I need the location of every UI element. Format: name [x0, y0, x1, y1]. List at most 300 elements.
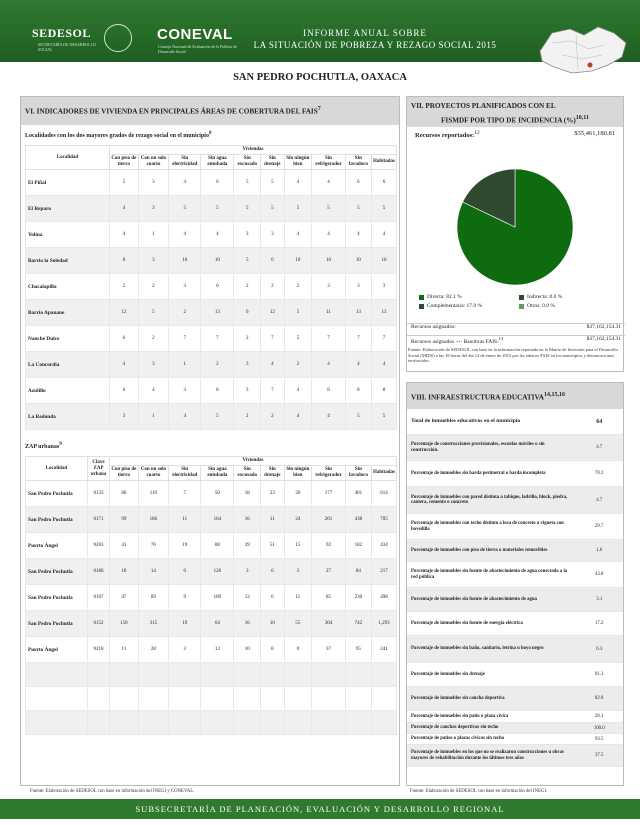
infra-label: Porcentaje de construcciones provisionales, escuelas móviles o sin construcción. — [411, 442, 545, 453]
table-cell: 2 — [261, 404, 284, 430]
table-cell: 241 — [371, 637, 396, 663]
table-row — [26, 170, 397, 196]
table-cell: 89 — [138, 585, 168, 611]
table-cell: 3 — [110, 404, 139, 430]
infra-row — [407, 540, 623, 562]
infra-row — [407, 687, 623, 711]
infra-value: 82.8 — [595, 696, 604, 701]
table-cell: 2 — [234, 326, 261, 352]
table-cell: 1 — [138, 222, 168, 248]
table-cell: 3 — [169, 274, 201, 300]
infra-label: Porcentaje de inmuebles sin fuente de energía eléctrica — [411, 620, 523, 626]
table-cell — [110, 711, 139, 735]
localidad-name: San Pedro Pochutla — [26, 611, 88, 637]
localidades-table — [25, 145, 397, 430]
table-cell: 1,293 — [371, 611, 396, 637]
table-cell: 13 — [371, 300, 396, 326]
table-cell: 13 — [201, 637, 234, 663]
table-row — [26, 507, 397, 533]
table-row — [26, 196, 397, 222]
infra-row — [407, 461, 623, 487]
table-cell: 1 — [169, 352, 201, 378]
infra-label: Porcentaje de inmuebles con techo distinto a losa de concreto o vigueta con bovedilla — [411, 521, 564, 532]
table-cell: 4 — [312, 352, 346, 378]
coneval-logo: CONEVAL — [157, 26, 233, 43]
table-cell: 4 — [261, 352, 284, 378]
pie-legend — [419, 294, 619, 312]
table-cell: 95 — [345, 637, 371, 663]
table-cell: 7 — [312, 326, 346, 352]
table-cell: 13 — [345, 300, 371, 326]
table-cell — [312, 711, 346, 735]
table-cell — [26, 663, 88, 687]
table-cell: 15 — [284, 533, 312, 559]
col-header: Sin ningún bien — [284, 466, 312, 481]
table-cell — [371, 711, 396, 735]
table-cell: 3 — [234, 559, 261, 585]
col-header: Sin excusado — [234, 155, 261, 170]
table-cell: 164 — [201, 507, 234, 533]
infra-value: 4.7 — [596, 497, 603, 503]
localidad-name: Azulillo — [26, 378, 110, 404]
table-cell: 18 — [110, 559, 139, 585]
table-cell — [234, 711, 261, 735]
col-header: Sin agua entubada — [201, 466, 234, 481]
col-header: Sin electricidad — [169, 466, 201, 481]
table-cell: 16 — [234, 507, 261, 533]
table-cell: 5 — [261, 170, 284, 196]
infra-row — [407, 734, 623, 745]
table-cell: 2 — [169, 300, 201, 326]
infra-row — [407, 711, 623, 723]
legend-swatch — [519, 304, 524, 309]
table-cell: 5 — [201, 404, 234, 430]
col-header: Sin excusado — [234, 466, 261, 481]
table-cell: 4 — [169, 404, 201, 430]
col-header: Sin lavadora — [345, 466, 371, 481]
table-cell: 8 — [312, 378, 346, 404]
infra-value: 17.2 — [595, 621, 604, 626]
table-cell: 8 — [261, 637, 284, 663]
education-infrastructure-panel — [406, 382, 624, 786]
table-cell: 9 — [169, 585, 201, 611]
table-cell: 10 — [284, 248, 312, 274]
table-cell: 20 — [284, 481, 312, 507]
left-source-note: Fuente: Elaboración de SEDESOL con base en información del INEGI y CONEVAL. — [30, 789, 195, 794]
localidad-name: San Pedro Pochutla — [26, 585, 88, 611]
table-cell: 304 — [312, 611, 346, 637]
col-header: Con un solo cuarto — [138, 466, 168, 481]
table-cell — [88, 663, 110, 687]
legend-label: Complementaria: 17.9 % — [427, 303, 483, 309]
localidad-name: Barrio Apanane — [26, 300, 110, 326]
table-cell: 3 — [234, 378, 261, 404]
table-cell: 5 — [371, 196, 396, 222]
table-row — [26, 585, 397, 611]
infra-label: Porcentaje de patios o plazas cívicas sin techo — [411, 736, 505, 742]
table-cell: 5 — [110, 170, 139, 196]
col-header: Habitadas — [371, 155, 396, 170]
table-cell: 705 — [371, 507, 396, 533]
table-cell: 3 — [169, 637, 201, 663]
infra-label: Porcentaje de inmuebles sin cancha deportiva — [411, 695, 505, 701]
table-cell: 186 — [138, 507, 168, 533]
infra-value: 64 — [596, 418, 603, 425]
col-header: Sin drenaje — [261, 466, 284, 481]
table-cell: 92 — [312, 533, 346, 559]
infra-value: 6.3 — [596, 646, 603, 652]
table-cell: 201 — [312, 507, 346, 533]
table-cell: 3 — [234, 352, 261, 378]
table-cell: 1 — [138, 404, 168, 430]
table-cell: 80 — [110, 481, 139, 507]
zap-table — [25, 456, 397, 735]
table-cell: 4 — [110, 222, 139, 248]
infra-label: Total de inmuebles educativos en el municipio — [411, 417, 521, 424]
table-cell: 2 — [261, 274, 284, 300]
table-cell — [345, 687, 371, 711]
table-cell: 84 — [345, 559, 371, 585]
infra-label: Porcentaje de inmuebles sin patio o plaza cívica — [411, 713, 509, 719]
table-cell: 7 — [169, 326, 201, 352]
table-cell: 6 — [345, 170, 371, 196]
table-cell: 10 — [234, 637, 261, 663]
table-cell: 6 — [201, 170, 234, 196]
recursos-reportados-value: $35,461,180.81 — [574, 130, 615, 137]
table-cell — [201, 663, 234, 687]
table-cell: 2 — [138, 274, 168, 300]
recursos-asignados-row: Recursos asignados: $37,162,154.31 — [407, 323, 625, 330]
table-cell — [312, 687, 346, 711]
table-cell: 2 — [284, 352, 312, 378]
housing-indicators-panel — [20, 96, 400, 786]
table-cell: 2 — [138, 326, 168, 352]
table-cell: 19 — [169, 611, 201, 637]
table-cell: 10 — [169, 248, 201, 274]
table-cell: 27 — [312, 559, 346, 585]
localidad-name: Chacalapilla — [26, 274, 110, 300]
infra-value: 37.5 — [595, 753, 604, 758]
infra-label: Porcentaje de inmuebles sin baño, sanitario, letrina u hoyo negro — [411, 646, 544, 652]
col-header: Sin lavadora — [345, 155, 371, 170]
col-localidad-zap: Localidad — [26, 457, 88, 481]
table-cell: 6 — [261, 585, 284, 611]
legend-row — [419, 303, 619, 309]
table-cell: 41 — [110, 533, 139, 559]
table-row — [26, 404, 397, 430]
table-cell: 3 — [169, 378, 201, 404]
table-row — [26, 222, 397, 248]
table-cell: 2 — [234, 404, 261, 430]
col-clave-zap: Clave ZAP urbana — [88, 457, 110, 481]
infra-value: 93.5 — [595, 736, 604, 742]
table-cell: 150 — [110, 611, 139, 637]
infra-row — [407, 487, 623, 514]
infra-row — [407, 562, 623, 588]
table-cell: 3 — [312, 274, 346, 300]
table-cell: 0 — [169, 559, 201, 585]
legend-swatch — [519, 295, 524, 300]
col-localidad: Localidad — [26, 146, 110, 170]
table-cell: 5 — [234, 248, 261, 274]
table-cell: 50 — [201, 481, 234, 507]
table-cell: 3 — [261, 222, 284, 248]
table-cell: 88 — [201, 533, 234, 559]
infra-value: 28.1 — [595, 714, 604, 719]
table-cell — [110, 663, 139, 687]
localidad-name: San Pedro Pochutla — [26, 507, 88, 533]
table-cell: 7 — [201, 326, 234, 352]
col-header: Habitadas — [371, 466, 396, 481]
table-row — [26, 352, 397, 378]
table-cell: 13 — [201, 300, 234, 326]
sedesol-subtitle: SECRETARÍA DE DESARROLLO SOCIAL — [38, 42, 96, 52]
table-cell: 18 — [234, 481, 261, 507]
table-cell — [26, 711, 88, 735]
legend-swatch — [419, 295, 424, 300]
infra-label: Porcentaje de inmuebles con piso de tierra o materiales removibles — [411, 547, 548, 553]
infra-row — [407, 514, 623, 540]
table-cell: 5 — [201, 196, 234, 222]
right-source-note: Fuente: Elaboración de SEDESOL con base en información del INEGI. — [410, 789, 548, 794]
table-cell — [169, 687, 201, 711]
table-cell: 5 — [169, 196, 201, 222]
col-header: Sin drenaje — [261, 155, 284, 170]
table-row — [26, 274, 397, 300]
table-cell: 11 — [284, 585, 312, 611]
table-cell: 7 — [169, 481, 201, 507]
table-cell: 10 — [345, 248, 371, 274]
legend-label: Indirecta: 0.0 % — [527, 294, 563, 300]
table-row — [26, 378, 397, 404]
col-header: Con piso de tierra — [110, 466, 139, 481]
table-cell: 5 — [345, 196, 371, 222]
table-cell: 4 — [284, 222, 312, 248]
table-cell: 4 — [312, 404, 346, 430]
table-cell: 23 — [261, 481, 284, 507]
table-cell: 10 — [371, 248, 396, 274]
table-cell: 438 — [345, 507, 371, 533]
empty-row — [26, 663, 397, 687]
section6-title: VI. INDICADORES DE VIVIENDA EN PRINCIPALES ÁREAS DE COBERTURA DEL FAIS$^7$ — [21, 97, 399, 125]
infra-value: 81.3 — [595, 672, 604, 677]
table-cell: 10 — [312, 248, 346, 274]
col-header: Sin ningún bien — [284, 155, 312, 170]
col-header: Sin agua entubada — [201, 155, 234, 170]
table-cell: 47 — [110, 585, 139, 611]
table-cell: 3 — [138, 196, 168, 222]
table-cell: 4 — [169, 222, 201, 248]
table-cell: 3 — [345, 274, 371, 300]
legend-item — [519, 294, 619, 300]
infra-value: 4.7 — [596, 445, 603, 450]
table-cell — [312, 663, 346, 687]
zap-clave: 0133 — [88, 481, 110, 507]
table-cell — [284, 687, 312, 711]
section8-title: VIII. INFRAESTRUCTURA EDUCATIVA$^{14,15,16}$ — [407, 383, 623, 409]
legend-row — [419, 294, 619, 300]
table-cell: 5 — [138, 300, 168, 326]
localidad-name: Puerto Ángel — [26, 533, 88, 559]
table-cell: 8 — [110, 248, 139, 274]
table-cell: 434 — [371, 533, 396, 559]
infra-value: 43.8 — [595, 572, 604, 577]
table-cell: 5 — [345, 404, 371, 430]
table-cell: 76 — [138, 533, 168, 559]
col-header: Sin refrigerador — [312, 155, 346, 170]
table-cell: 4 — [312, 170, 346, 196]
table-cell: 11 — [261, 507, 284, 533]
col-header: Con piso de tierra — [110, 155, 139, 170]
localidad-name: Yolina — [26, 222, 110, 248]
legend-label: Directa: 82.1 % — [427, 294, 462, 300]
zap-clave: 0186 — [88, 559, 110, 585]
table-cell: 4 — [110, 352, 139, 378]
table-cell: 5 — [261, 196, 284, 222]
table-cell: 8 — [201, 378, 234, 404]
table-cell: 11 — [312, 300, 346, 326]
sedesol-logo: SEDESOL — [32, 26, 91, 40]
col-header: Sin refrigerador — [312, 466, 346, 481]
table-cell: 217 — [371, 559, 396, 585]
table-cell: 3 — [138, 352, 168, 378]
table-cell: 7 — [261, 326, 284, 352]
table-cell: 5 — [371, 404, 396, 430]
table-cell — [234, 687, 261, 711]
infra-row — [407, 745, 623, 767]
infra-label: Porcentaje de canchas deportivas sin techo — [411, 725, 499, 731]
infra-row — [407, 723, 623, 734]
zap-clave: 0171 — [88, 507, 110, 533]
report-title-line2: LA SITUACIÓN DE POBREZA Y REZAGO SOCIAL 2015 — [253, 40, 497, 50]
infra-value: 3.1 — [596, 597, 603, 602]
table-cell: 4 — [201, 222, 234, 248]
table-cell — [201, 687, 234, 711]
legend-item — [419, 294, 519, 300]
localidad-name: La Redonda — [26, 404, 110, 430]
table-cell: 5 — [284, 300, 312, 326]
table-cell — [110, 687, 139, 711]
table-cell: 8 — [371, 378, 396, 404]
table-cell — [234, 663, 261, 687]
legend-swatch — [419, 304, 424, 309]
table-cell — [261, 711, 284, 735]
table-cell: 189 — [201, 585, 234, 611]
table-cell: 85 — [312, 585, 346, 611]
table-cell: 498 — [371, 585, 396, 611]
table-cell: 5 — [234, 170, 261, 196]
infra-label: Porcentaje de inmuebles sin fuente de abastecimiento de agua — [411, 596, 537, 602]
table-cell — [138, 663, 168, 687]
table-cell: 315 — [138, 611, 168, 637]
table-cell: 4 — [312, 222, 346, 248]
localidad-name: Barrio la Soledad — [26, 248, 110, 274]
table-cell: 2 — [234, 274, 261, 300]
table-cell: 3 — [138, 248, 168, 274]
table-row — [26, 326, 397, 352]
table-cell: 3 — [234, 222, 261, 248]
table-row — [26, 611, 397, 637]
table-cell — [284, 663, 312, 687]
localidad-name: El Reparo — [26, 196, 110, 222]
infra-label: Porcentaje de inmuebles sin barda perimetral o barda incompleta — [411, 470, 546, 476]
table-cell: 6 — [261, 248, 284, 274]
table-cell: 6 — [110, 378, 139, 404]
table-cell: 39 — [234, 533, 261, 559]
table-cell: 2 — [201, 352, 234, 378]
localidades-title: Localidades con los dos mayores grados de rezago social en el municipio$^8$ — [25, 131, 212, 139]
table-cell: 16 — [234, 611, 261, 637]
projects-source-note: Fuente: Elaboración de SEDESOL con base en la información reportada en la Matriz de Inversión para el Desarrollo Social (MIDS) a las 18 horas del día 14 de enero de 2015 por los enlaces FAIS en los municipios y demarcaciones territoriales. — [408, 347, 618, 363]
table-cell: 4 — [345, 222, 371, 248]
table-cell: 401 — [345, 481, 371, 507]
state-map-icon — [532, 21, 632, 79]
table-cell: 12 — [234, 585, 261, 611]
table-cell — [88, 687, 110, 711]
table-row — [26, 533, 397, 559]
section7-title: VII. PROYECTOS PLANIFICADOS CON EL FISMDF POR TIPO DE INCIDENCIA (%)$^{10,11}$ — [407, 97, 623, 127]
table-cell: 4 — [110, 196, 139, 222]
table-cell: 7 — [261, 378, 284, 404]
table-cell — [169, 663, 201, 687]
table-cell — [371, 663, 396, 687]
table-row — [26, 481, 397, 507]
infra-value: 1.6 — [596, 548, 603, 553]
zap-clave: 0203 — [88, 533, 110, 559]
table-cell: 10 — [261, 611, 284, 637]
infra-label: Porcentaje de inmuebles en los que no se realizaron construcciones u obras mayores de rehabilitación durante los últimos tres años — [411, 750, 564, 761]
table-row — [26, 300, 397, 326]
table-row — [26, 559, 397, 585]
table-cell: 2 — [110, 274, 139, 300]
localidad-name: Nanche Dulce — [26, 326, 110, 352]
table-cell: 28 — [138, 637, 168, 663]
table-cell: 12 — [110, 300, 139, 326]
viviendas-header: Viviendas — [110, 146, 397, 155]
legend-label: Otros: 0.0 % — [527, 303, 555, 309]
table-cell — [261, 687, 284, 711]
table-cell: 8 — [345, 378, 371, 404]
table-cell: 37 — [312, 637, 346, 663]
table-cell: 4 — [284, 404, 312, 430]
table-cell — [138, 687, 168, 711]
table-cell: 3 — [138, 170, 168, 196]
table-cell: 10 — [201, 248, 234, 274]
zap-clave: 0152 — [88, 611, 110, 637]
table-cell: 14 — [138, 559, 168, 585]
table-cell — [201, 711, 234, 735]
infra-value: 100.0 — [593, 725, 605, 731]
col-header: Sin electricidad — [169, 155, 201, 170]
table-cell: 12 — [261, 300, 284, 326]
infra-row — [407, 435, 623, 461]
table-cell — [169, 711, 201, 735]
table-cell — [371, 687, 396, 711]
table-cell: 126 — [201, 559, 234, 585]
municipality-title: SAN PEDRO POCHUTLA, OAXACA — [233, 72, 407, 83]
table-cell: 6 — [234, 300, 261, 326]
table-row — [26, 248, 397, 274]
table-cell: 11 — [169, 507, 201, 533]
table-cell: 0 — [284, 637, 312, 663]
report-title-line1: INFORME ANUAL SOBRE — [303, 28, 427, 38]
infra-row — [407, 409, 623, 435]
empty-row — [26, 687, 397, 711]
table-cell — [284, 711, 312, 735]
table-cell: 5 — [284, 326, 312, 352]
table-cell: 2 — [284, 274, 312, 300]
table-row — [26, 637, 397, 663]
